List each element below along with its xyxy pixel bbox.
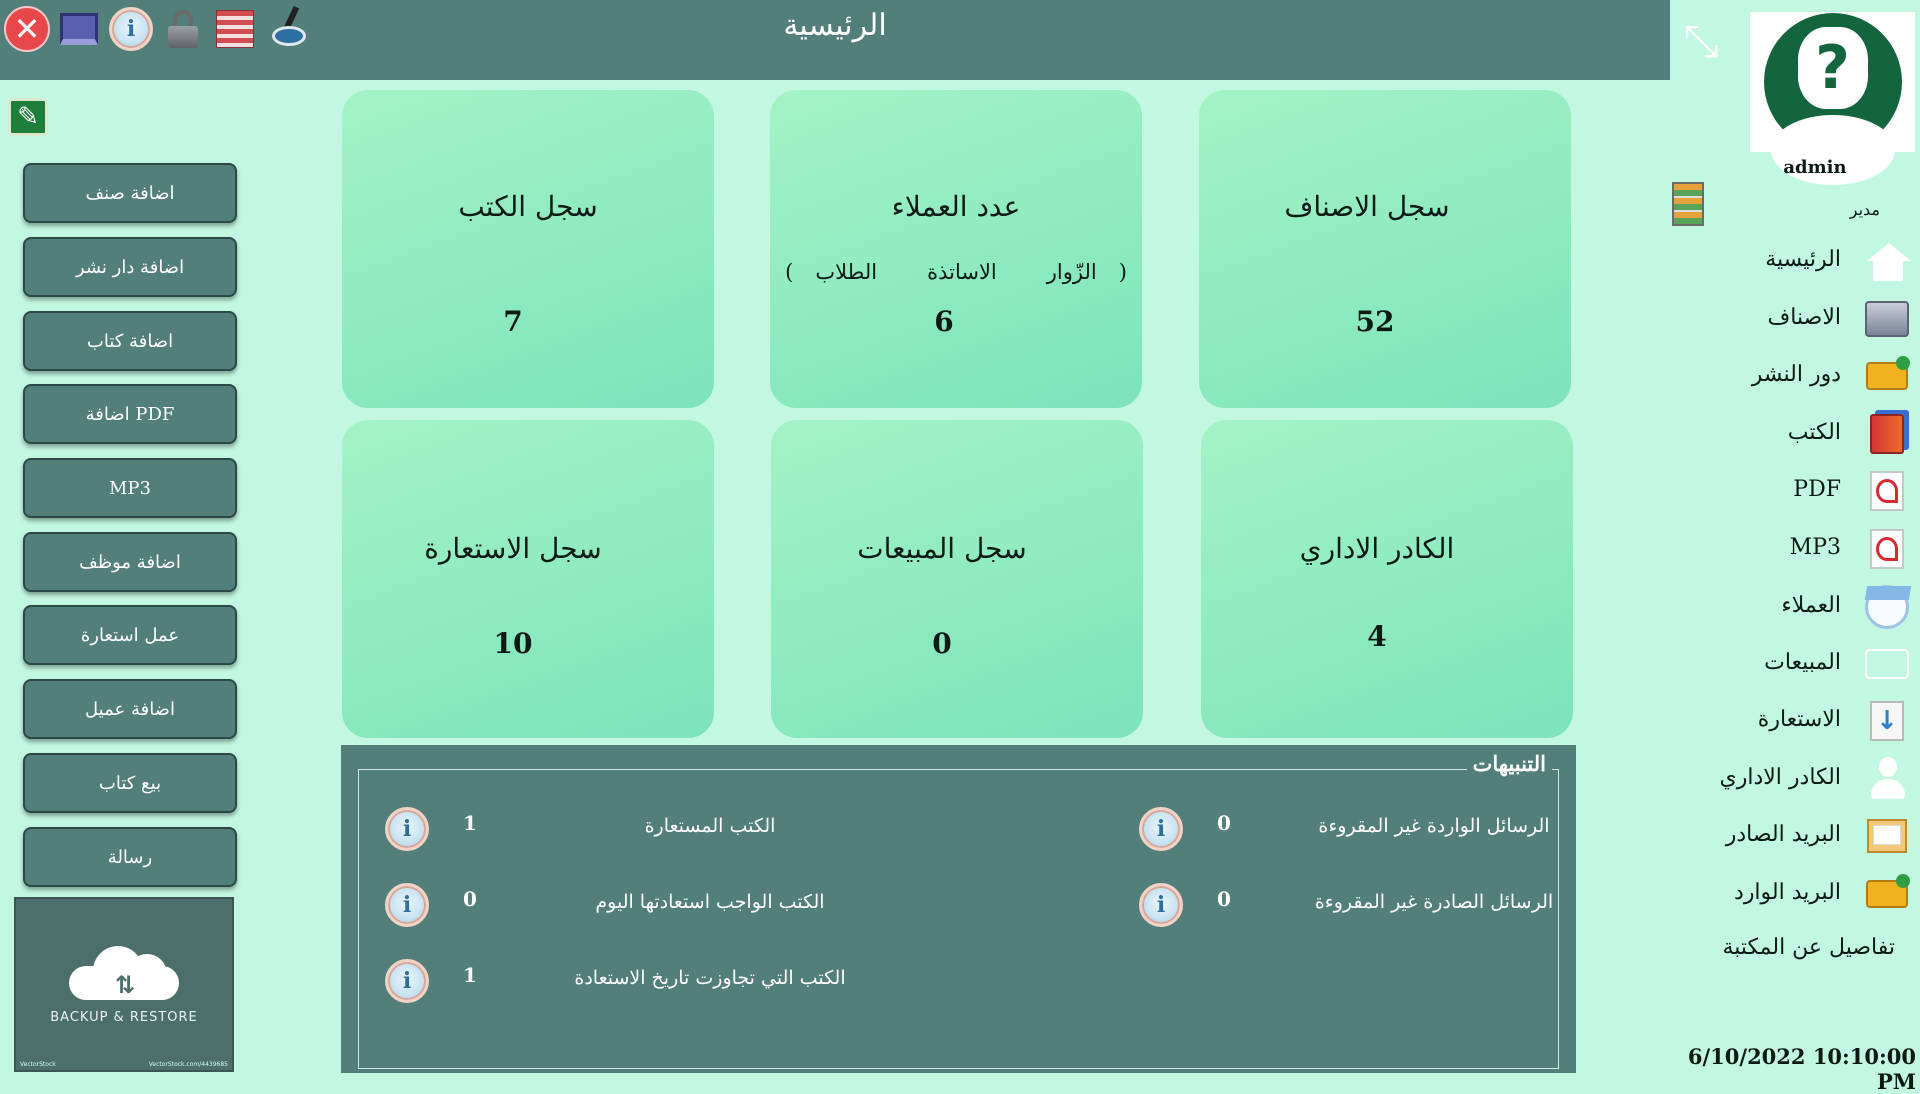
sell-book-button[interactable]: بيع كتاب bbox=[23, 753, 237, 813]
alert-label: الكتب الواجب استعادتها اليوم bbox=[595, 891, 825, 913]
add-publisher-button[interactable]: اضافة دار نشر bbox=[23, 237, 237, 297]
info-icon[interactable]: i bbox=[385, 959, 429, 1003]
card-value: 52 bbox=[1355, 305, 1395, 338]
alert-unread-outgoing bbox=[1139, 881, 1699, 931]
title-bar bbox=[0, 0, 1670, 80]
sidebar-item-pdf[interactable]: PDF bbox=[1700, 467, 1915, 517]
lock-icon[interactable] bbox=[160, 6, 206, 52]
card-value: 7 bbox=[503, 305, 523, 338]
sidebar-item-clients[interactable]: العملاء bbox=[1700, 583, 1915, 633]
datetime: 6/10/2022 10:10:00 PM bbox=[1687, 1044, 1916, 1094]
info-icon[interactable]: i bbox=[385, 807, 429, 851]
alert-label: الرسائل الصادرة غير المقروءة bbox=[1314, 891, 1554, 913]
alert-label: الكتب المستعارة bbox=[644, 815, 776, 837]
user-role: مدير bbox=[1849, 200, 1880, 219]
card-value: 10 bbox=[493, 627, 533, 660]
user-name: admin bbox=[1783, 157, 1847, 178]
sidebar-item-borrowing[interactable]: الاستعارة ↓ bbox=[1700, 697, 1915, 747]
add-pdf-button[interactable]: اضافة PDF bbox=[23, 384, 237, 444]
message-button[interactable]: رسالة bbox=[23, 827, 237, 887]
info-icon[interactable]: i bbox=[385, 883, 429, 927]
watermark: VectorStock VectorStock.com/4439685 bbox=[20, 1061, 228, 1068]
alert-count: 1 bbox=[463, 811, 477, 835]
sidebar-item-home[interactable]: الرئيسية bbox=[1700, 237, 1915, 287]
card-books[interactable] bbox=[342, 90, 714, 408]
card-value: 4 bbox=[1367, 620, 1387, 653]
add-book-button[interactable]: اضافة كتاب bbox=[23, 311, 237, 371]
tray-icon bbox=[1865, 297, 1909, 341]
alert-count: 1 bbox=[463, 963, 477, 987]
shrink-icon[interactable]: ⤡ bbox=[1683, 15, 1719, 67]
folder-icon bbox=[1865, 872, 1909, 916]
home-icon bbox=[1865, 239, 1909, 283]
pdf-icon bbox=[1865, 527, 1909, 571]
hand-icon bbox=[1865, 642, 1909, 686]
pin-icon[interactable]: ✎ bbox=[8, 98, 48, 136]
flag-icon[interactable] bbox=[212, 6, 258, 52]
monitor-icon[interactable] bbox=[56, 6, 102, 52]
borrow-button[interactable]: عمل استعارة bbox=[23, 605, 237, 665]
card-title: عدد العملاء bbox=[891, 190, 1021, 223]
person-icon bbox=[1865, 757, 1909, 801]
window-title: الرئيسية bbox=[783, 8, 887, 43]
pdf-icon bbox=[1865, 469, 1909, 513]
sidebar-item-staff[interactable]: الكادر الاداري bbox=[1700, 755, 1915, 805]
cloud-upload-icon: ⇅ bbox=[69, 944, 179, 1000]
backup-restore-button[interactable] bbox=[14, 897, 234, 1072]
add-client-button[interactable]: اضافة عميل bbox=[23, 679, 237, 739]
alert-due-today bbox=[385, 881, 945, 931]
card-value: 0 bbox=[932, 627, 952, 660]
sidebar-item-publishers[interactable]: دور النشر bbox=[1700, 352, 1915, 402]
sidebar-item-inbox[interactable]: البريد الوارد bbox=[1700, 870, 1915, 920]
avatar[interactable] bbox=[1750, 12, 1915, 152]
download-icon: ↓ bbox=[1865, 699, 1909, 743]
sidebar-item-categories[interactable]: الاصناف bbox=[1700, 295, 1915, 345]
close-icon[interactable]: ✕ bbox=[4, 6, 50, 52]
card-sales[interactable] bbox=[771, 420, 1143, 738]
card-title: سجل الاصناف bbox=[1284, 190, 1450, 223]
info-icon[interactable]: i bbox=[1139, 883, 1183, 927]
card-categories[interactable] bbox=[1199, 90, 1571, 408]
add-category-button[interactable]: اضافة صنف bbox=[23, 163, 237, 223]
alert-label: الكتب التي تجاوزت تاريخ الاستعادة bbox=[574, 967, 846, 989]
add-employee-button[interactable]: اضافة موظف bbox=[23, 532, 237, 592]
card-staff[interactable] bbox=[1201, 420, 1573, 738]
card-title: سجل المبيعات bbox=[857, 532, 1027, 565]
paint-icon[interactable] bbox=[264, 6, 310, 52]
sidebar-item-sales[interactable]: المبيعات bbox=[1700, 640, 1915, 690]
client-types: ( الزّوار الاساتذة الطلاب ) bbox=[785, 260, 1127, 284]
add-mp3-button[interactable]: MP3 bbox=[23, 458, 237, 518]
info-icon[interactable]: i bbox=[108, 6, 154, 52]
alerts-panel bbox=[341, 745, 1576, 1073]
alert-overdue bbox=[385, 957, 945, 1007]
alert-count: 0 bbox=[1217, 887, 1231, 911]
books-icon[interactable] bbox=[1672, 182, 1704, 226]
info-icon[interactable]: i bbox=[1139, 807, 1183, 851]
sidebar-item-books[interactable]: الكتب bbox=[1700, 410, 1915, 460]
card-clients[interactable] bbox=[770, 90, 1142, 408]
backup-label: BACKUP & RESTORE bbox=[50, 1010, 198, 1025]
card-title: سجل الكتب bbox=[458, 190, 598, 223]
alert-unread-incoming bbox=[1139, 805, 1699, 855]
question-icon: ? bbox=[1815, 33, 1850, 103]
sidebar-item-library-details[interactable]: تفاصيل عن المكتبة bbox=[1722, 935, 1895, 960]
graduate-icon bbox=[1865, 585, 1909, 629]
card-borrowing[interactable] bbox=[342, 420, 714, 738]
sidebar-item-mp3[interactable]: MP3 bbox=[1700, 525, 1915, 575]
sidebar-item-outbox[interactable]: البريد الصادر bbox=[1700, 812, 1915, 862]
alerts-title: التنبيهات bbox=[1467, 751, 1552, 776]
alert-count: 0 bbox=[1217, 811, 1231, 835]
folder-icon bbox=[1865, 354, 1909, 398]
card-title: سجل الاستعارة bbox=[424, 532, 602, 565]
book-icon bbox=[1865, 412, 1909, 456]
mail-icon bbox=[1865, 814, 1909, 858]
card-title: الكادر الاداري bbox=[1299, 532, 1455, 565]
alert-count: 0 bbox=[463, 887, 477, 911]
alert-borrowed bbox=[385, 805, 945, 855]
alert-label: الرسائل الواردة غير المقروءة bbox=[1318, 815, 1550, 837]
card-value: 6 bbox=[934, 305, 954, 338]
